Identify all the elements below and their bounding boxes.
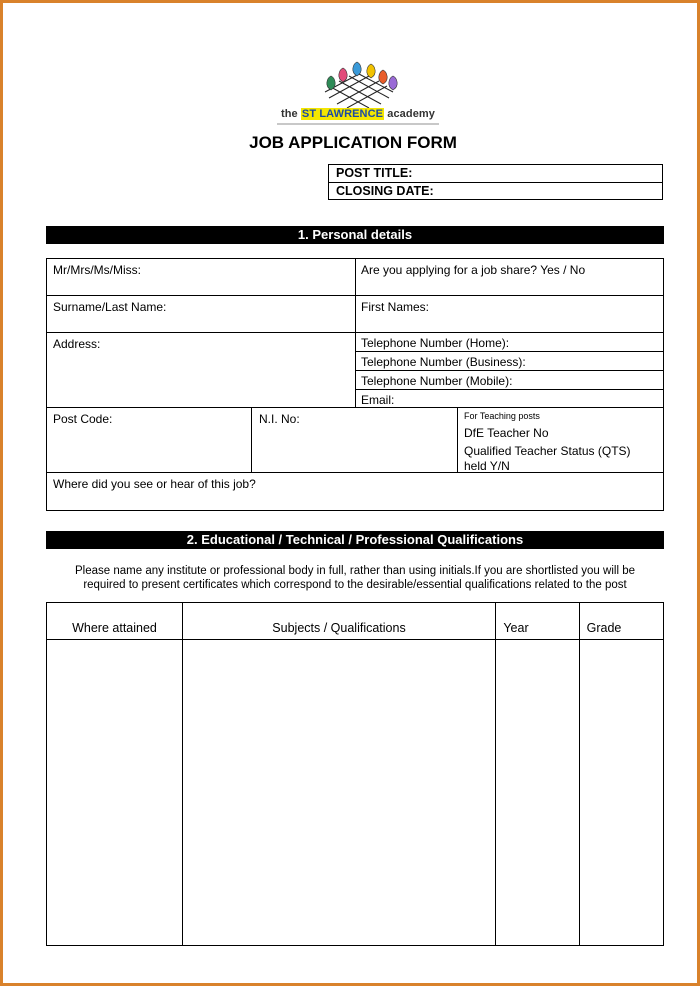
logo-flame [339, 68, 347, 82]
title-field[interactable]: Mr/Mrs/Ms/Miss: [53, 263, 141, 277]
col-grade: Grade [586, 621, 622, 635]
logo-flame [353, 62, 361, 76]
where-attained-input[interactable] [47, 640, 182, 945]
qts-held-label: held Y/N [464, 459, 510, 473]
tel-home-field[interactable]: Telephone Number (Home): [361, 336, 510, 350]
col-year: Year [503, 621, 529, 635]
academy-logo [269, 46, 447, 126]
year-input[interactable] [496, 640, 579, 945]
form-title: JOB APPLICATION FORM [249, 133, 457, 152]
logo-graphic [269, 46, 447, 108]
qualifications-note-line2: required to present certificates which correspond to the desirable/essential qualifications related to the post [83, 579, 627, 591]
logo-flame [367, 64, 375, 78]
section1-heading: 1. Personal details [46, 226, 664, 244]
where-heard-field[interactable]: Where did you see or hear of this job? [53, 477, 256, 491]
post-title-field[interactable]: POST TITLE: [336, 166, 413, 180]
first-names-field[interactable]: First Names: [361, 300, 430, 314]
qts-field[interactable]: Qualified Teacher Status (QTS) [464, 444, 631, 458]
tel-business-field[interactable]: Telephone Number (Business): [361, 355, 526, 369]
qualifications-note-line1: Please name any institute or professional body in full, rather than using initials.If you are shortlisted you will be [75, 565, 635, 577]
subjects-input[interactable] [183, 640, 495, 945]
email-field[interactable]: Email: [361, 393, 395, 407]
surname-field[interactable]: Surname/Last Name: [53, 300, 167, 314]
post-info-box [328, 164, 663, 200]
job-share-field[interactable]: Are you applying for a job share? Yes / No [361, 263, 586, 277]
post-code-field[interactable]: Post Code: [53, 412, 113, 426]
col-where-attained: Where attained [72, 621, 157, 635]
logo-flame [379, 70, 387, 84]
logo-wordmark: the ST LAWRENCE academy [280, 108, 436, 120]
section2-heading: 2. Educational / Technical / Professional Qualifications [46, 531, 664, 549]
address-field[interactable]: Address: [53, 337, 101, 351]
logo-flame [389, 76, 397, 90]
col-subjects: Subjects / Qualifications [272, 621, 406, 635]
logo-underline [277, 123, 439, 125]
tel-mobile-field[interactable]: Telephone Number (Mobile): [361, 374, 513, 388]
teaching-posts-note: For Teaching posts [464, 411, 540, 421]
closing-date-field[interactable]: CLOSING DATE: [329, 182, 662, 199]
ni-number-field[interactable]: N.I. No: [259, 412, 300, 426]
grade-input[interactable] [580, 640, 663, 945]
logo-flame [327, 76, 335, 90]
dfe-number-field[interactable]: DfE Teacher No [464, 426, 549, 440]
